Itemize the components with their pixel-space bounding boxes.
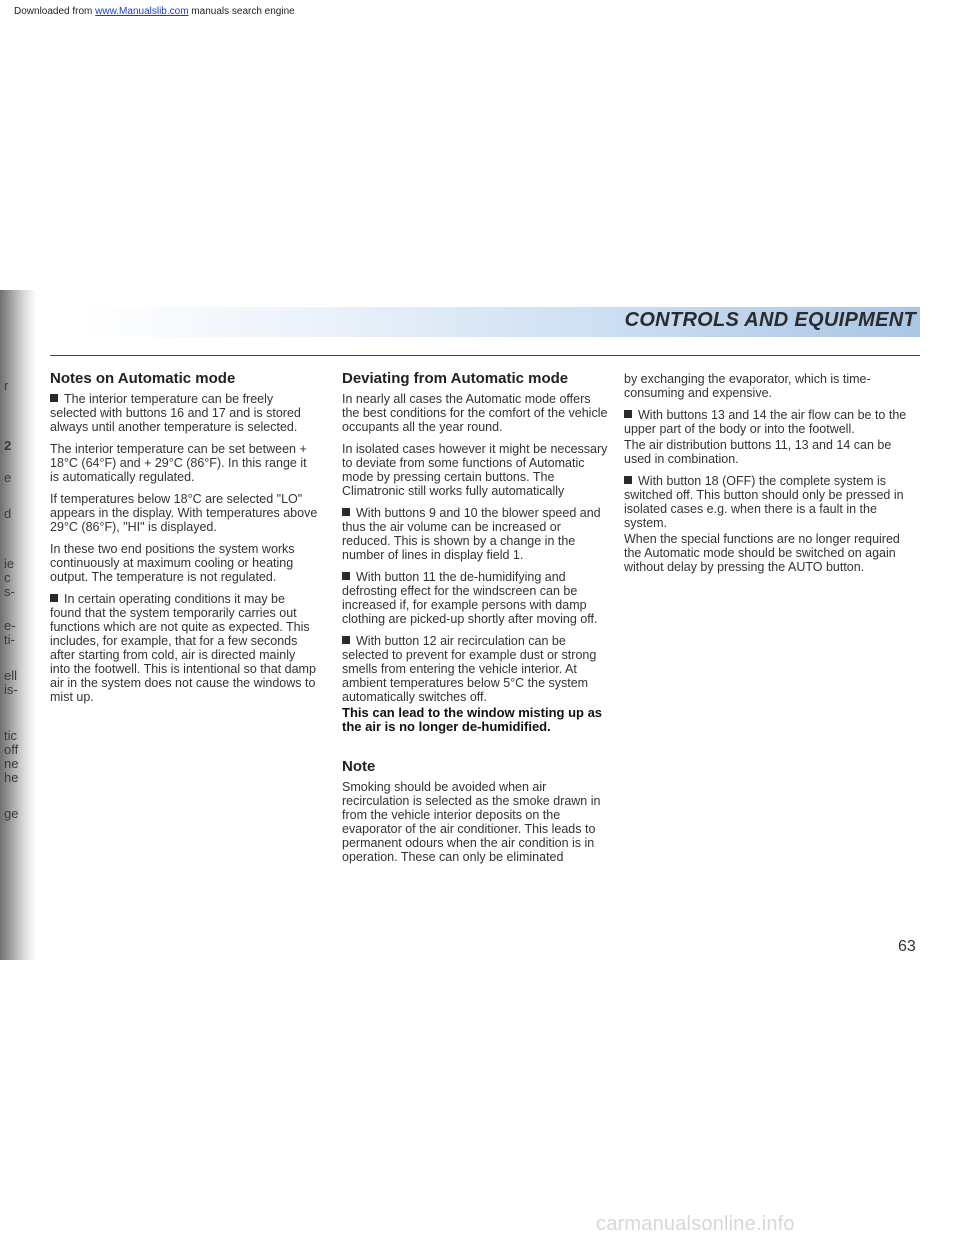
bullet-icon — [50, 394, 58, 402]
gutter-text: ell — [4, 668, 18, 683]
paragraph: In isolated cases however it might be necessary to deviate from some functions of Automatic mode by pressing certain buttons. The Climatronic still works fully automatically — [342, 442, 608, 498]
paragraph — [342, 570, 610, 626]
paragraph-text: In certain operating conditions it may be found that the system temporarily carries out functions which are not quite as expected. This includes, for example, that for a few seconds after starting from cold, air is directed mainly into the footwell. This is intentional so that damp air in the system does not cause the windows to mist up. — [50, 592, 316, 704]
page-number: 63 — [898, 938, 916, 955]
heading-notes-automatic: Notes on Automatic mode — [50, 370, 236, 387]
warning-text — [342, 706, 610, 734]
paragraph: Smoking should be avoided when air recirculation is selected as the smoke drawn in from the vehicle interior deposits on the evaporator of the air conditioner. This leads to permanent odours when the air condition is in operation. These can only be eliminated — [342, 780, 601, 864]
paragraph: In nearly all cases the Automatic mode offers the best conditions for the comfort of the vehicle occupants all the year round. — [342, 392, 608, 434]
paragraph — [624, 474, 908, 530]
section-title: CONTROLS AND EQUIPMENT — [624, 309, 916, 331]
header-divider — [50, 355, 920, 356]
manualslib-link[interactable]: www.Manualslib.com — [95, 6, 189, 17]
gutter-text: e- — [4, 618, 16, 633]
gutter-text: d — [4, 506, 12, 521]
paragraph: The interior temperature can be set between + 18°C (64°F) and + 29°C (86°F). In this range it is automatically regulated. — [50, 442, 307, 484]
paragraph-text: With button 11 the de-humidifying and defrosting effect for the windscreen can be increased if, for example persons with damp clothing are picked-up shortly after moving off. — [342, 570, 598, 626]
gutter-text: tic — [4, 728, 17, 743]
heading-note: Note — [342, 758, 376, 775]
column-continued — [624, 372, 908, 582]
bullet-icon — [624, 410, 632, 418]
paragraph — [342, 634, 610, 704]
paragraph: In these two end positions the system works continuously at maximum cooling or heating output. The temperature is not regulated. — [50, 542, 295, 584]
gutter-text: ne — [4, 756, 19, 771]
heading-deviating-automatic: Deviating from Automatic mode — [342, 370, 569, 387]
paragraph: The air distribution buttons 11, 13 and 14 can be used in combination. — [624, 438, 892, 466]
gutter-text: c — [4, 570, 11, 585]
column-automatic-notes — [50, 372, 318, 712]
paragraph-text: With buttons 9 and 10 the blower speed and thus the air volume can be increased or reduced. This is shown by a change in the number of lines in display field 1. — [342, 506, 601, 562]
binding-gutter — [0, 290, 36, 960]
paragraph: When the special functions are no longer required the Automatic mode should be switched on again without delay by pressing the AUTO button. — [624, 532, 900, 574]
column-deviating-automatic — [342, 372, 610, 872]
gutter-text: 2 — [4, 438, 12, 453]
gutter-text: ge — [4, 806, 19, 821]
gutter-text: ie — [4, 556, 15, 571]
download-suffix: manuals search engine — [188, 6, 295, 17]
paragraph-text: The interior temperature can be freely selected with buttons 16 and 17 and is stored always until another temperature is selected. — [50, 392, 301, 434]
bullet-icon — [50, 594, 58, 602]
gutter-text: he — [4, 770, 19, 785]
bullet-icon — [342, 508, 350, 516]
paragraph-text: With button 12 air recirculation can be selected to prevent for example dust or strong smells from entering the vehicle interior. At ambient temperatures below 5°C the system automatically switches off. — [342, 634, 597, 704]
gutter-text: s- — [4, 584, 15, 599]
paragraph: by exchanging the evaporator, which is time-consuming and expensive. — [624, 372, 871, 400]
gutter-text: is- — [4, 682, 18, 697]
bullet-icon — [342, 636, 350, 644]
footer-watermark: carmanualsonline.info — [596, 1213, 795, 1235]
paragraph — [342, 506, 610, 562]
download-prefix: Downloaded from — [14, 6, 96, 17]
paragraph — [624, 408, 908, 436]
paragraph — [50, 592, 318, 704]
paragraph-text: With button 18 (OFF) the complete system is switched off. This button should only be pressed in isolated cases e.g. when there is a fault in the system. — [624, 474, 904, 530]
gutter-text: r — [4, 378, 9, 393]
bullet-icon — [342, 572, 350, 580]
gutter-text: ti- — [4, 632, 15, 647]
paragraph-text: With buttons 13 and 14 the air flow can be to the upper part of the body or into the footwell. — [624, 408, 907, 436]
download-notice — [14, 6, 295, 17]
paragraph: If temperatures below 18°C are selected "LO" appears in the display. With temperatures above 29°C (86°F), "HI" is displayed. — [50, 492, 318, 534]
bullet-icon — [624, 476, 632, 484]
gutter-text: off — [4, 742, 19, 757]
paragraph — [50, 392, 318, 434]
warning-text-content: This can lead to the window misting up as the air is no longer de-humidified. — [342, 705, 603, 734]
gutter-text: e — [4, 470, 12, 485]
